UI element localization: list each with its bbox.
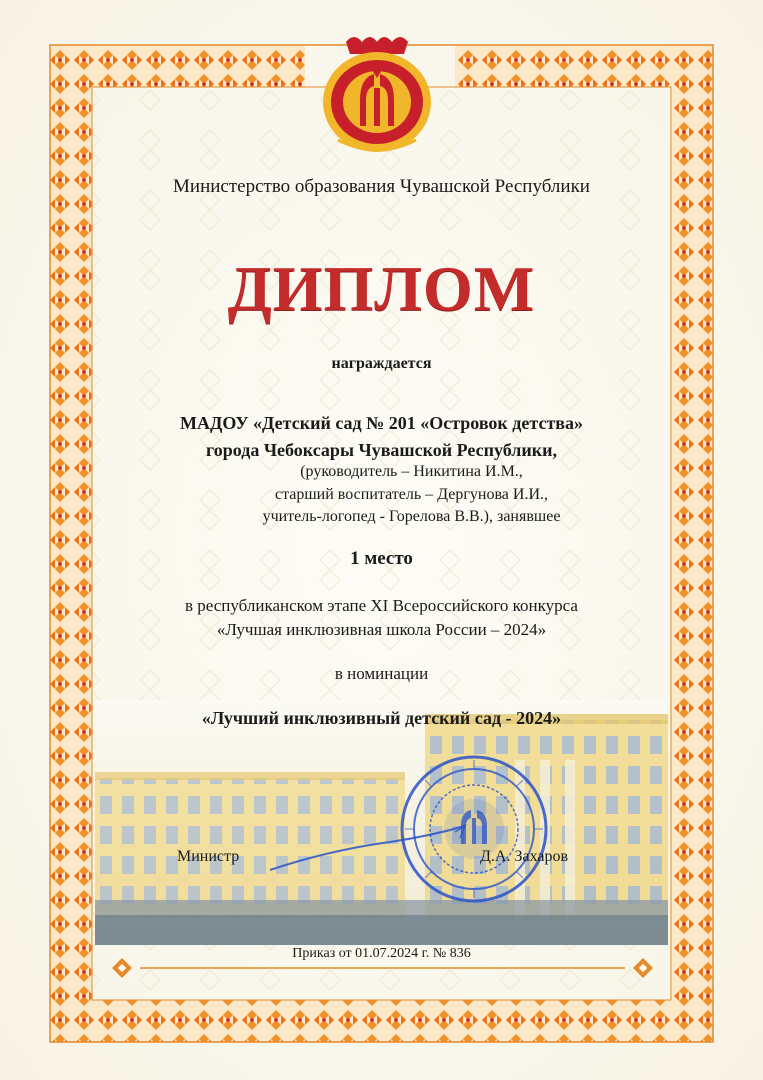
contest-line-2: «Лучшая инклюзивная школа России – 2024»	[216, 620, 547, 639]
awarded-text: награждается	[331, 355, 432, 372]
ornament-divider	[110, 956, 655, 980]
signature	[250, 820, 510, 880]
place-text: 1 место	[350, 548, 413, 569]
staff-line-3: учитель-логопед - Горелова В.В.), занявшее	[262, 508, 561, 525]
staff-line-2: старший воспитатель – Дергунова И.И.,	[274, 486, 549, 503]
nomination-title: «Лучший инклюзивный детский сад - 2024»	[201, 708, 562, 728]
minister-name: Д.А. Захаров	[480, 848, 569, 865]
nomination-label: в номинации	[334, 664, 429, 683]
organization-line-1: МАДОУ «Детский сад № 201 «Островок детства»	[179, 413, 584, 433]
ministry-name: Министерство образования Чувашской Республики	[173, 176, 590, 197]
emblem-icon	[316, 30, 438, 156]
contest-line-1: в республиканском этапе XI Всероссийского конкурса	[185, 596, 578, 615]
minister-label: Министр	[177, 848, 240, 865]
order-text: Приказ от 01.07.2024 г. № 836	[292, 946, 471, 961]
diploma-title: ДИПЛОМ	[227, 253, 536, 324]
staff-line-1: (руководитель – Никитина И.М.,	[300, 463, 523, 480]
organization-line-2: города Чебоксары Чувашской Республики,	[206, 440, 557, 460]
